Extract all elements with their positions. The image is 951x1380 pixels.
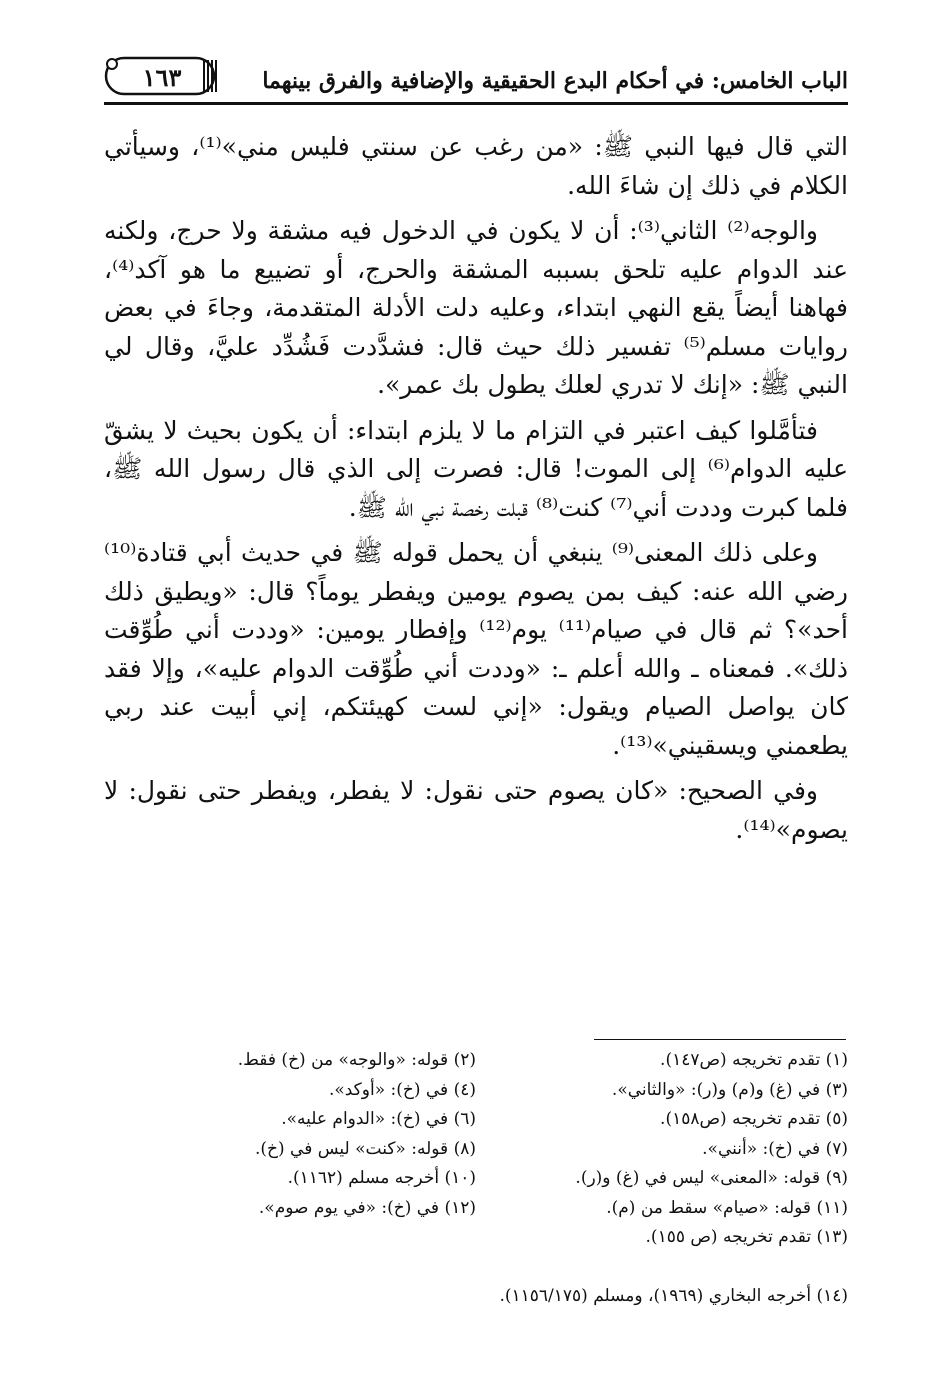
footnote-6: (٦) في (خ): «الدوام عليه». xyxy=(281,1109,476,1129)
footnote-1: (١) تقدم تخريجه (ص١٤٧). xyxy=(660,1050,848,1070)
footnote-10: (١٠) أخرجه مسلم (١١٦٢). xyxy=(287,1168,476,1188)
paragraph-4: وعلى ذلك المعنى⁽⁹⁾ ينبغي أن يحمل قوله ﷺ في حديث أبي قتادة⁽¹⁰⁾ رضي الله عنه: كيف بمن يصوم يومين ويفطر يوماً؟ قال: «ويطيق ذلك أحد»؟ ثم قال في صيام⁽¹¹⁾ يوم⁽¹²⁾ وإفطار يومين: «وددت أني طُوِّقت ذلك». فمعناه ـ والله أعلم ـ: «وددت أني طُوِّقت الدوام عليه»، وإلا فقد كان يواصل الصيام ويقول: «إني لست كهيئتكم، إني أبيت عند ربي يطعمني ويسقيني»⁽¹³⁾. xyxy=(104,538,848,760)
footnote-3: (٣) في (غ) و(م) و(ر): «والثاني». xyxy=(611,1079,848,1100)
footnote-2: (٢) قوله: «والوجه» من (خ) فقط. xyxy=(237,1050,476,1070)
footnote-14: (١٤) أخرجه البخاري (١٩٦٩)، ومسلم (١١٥٦/١٧٥). xyxy=(499,1286,848,1306)
footnote-13: (١٣) تقدم تخريجه (ص ١٥٥). xyxy=(645,1227,848,1247)
page-number: ١٦٣ xyxy=(142,63,182,92)
footnote-5: (٥) تقدم تخريجه (ص١٥٨). xyxy=(660,1109,848,1129)
paragraph-5: وفي الصحيح: «كان يصوم حتى نقول: لا يفطر، ويفطر حتى نقول: لا يصوم»⁽¹⁴⁾. xyxy=(104,776,848,844)
chapter-title: الباب الخامس: في أحكام البدع الحقيقية والإضافية والفرق بينهما xyxy=(262,68,848,94)
footnote-12: (١٢) في (خ): «في يوم صوم». xyxy=(258,1197,476,1218)
footnote-9: (٩) قوله: «المعنى» ليس في (غ) و(ر). xyxy=(575,1168,848,1188)
footnote-7: (٧) في (خ): «أنني». xyxy=(702,1138,848,1159)
footnote-8: (٨) قوله: «كنت» ليس في (خ). xyxy=(254,1138,476,1159)
main-text xyxy=(104,128,848,856)
header-divider xyxy=(104,102,848,105)
footnotes-left-column xyxy=(104,1046,476,1223)
footnote-4: (٤) في (خ): «أوكد». xyxy=(328,1079,476,1100)
paragraph-3: فتأمَّلوا كيف اعتبر في التزام ما لا يلزم ابتداء: أن يكون بحيث لا يشقّ عليه الدوام⁽⁶⁾ إلى الموت! قال: فصرت إلى الذي قال رسول الله ﷺ، فلما كبرت وددت أني⁽⁷⁾ كنت⁽⁸⁾ قبلت رخصة نبي الله ﷺ. xyxy=(104,415,848,522)
footnotes-right-column xyxy=(476,1046,848,1253)
footnote-11: (١١) قوله: «صيام» سقط من (م). xyxy=(606,1197,848,1218)
paragraph-1: التي قال فيها النبي ﷺ: «من رغب عن سنتي فليس مني»⁽¹⁾، وسيأتي الكلام في ذلك إن شاءَ الله. xyxy=(104,132,848,200)
footnote-divider xyxy=(594,1039,846,1040)
running-header xyxy=(104,50,848,108)
paragraph-2: والوجه⁽²⁾ الثاني⁽³⁾: أن لا يكون في الدخول فيه مشقة ولا حرج، ولكنه عند الدوام عليه تلحق بسببه المشقة والحرج، أو تضييع ما هو آكد⁽⁴⁾، فهاهنا أيضاً يقع النهي ابتداء، وعليه دلت الأدلة المتقدمة، وجاءَ في بعض روايات مسلم⁽⁵⁾ تفسير ذلك حيث قال: فشدَّدت فَشُدِّد عليَّ، وقال لي النبي ﷺ: «إنك لا تدري لعلك يطول بك عمر». xyxy=(104,216,848,399)
